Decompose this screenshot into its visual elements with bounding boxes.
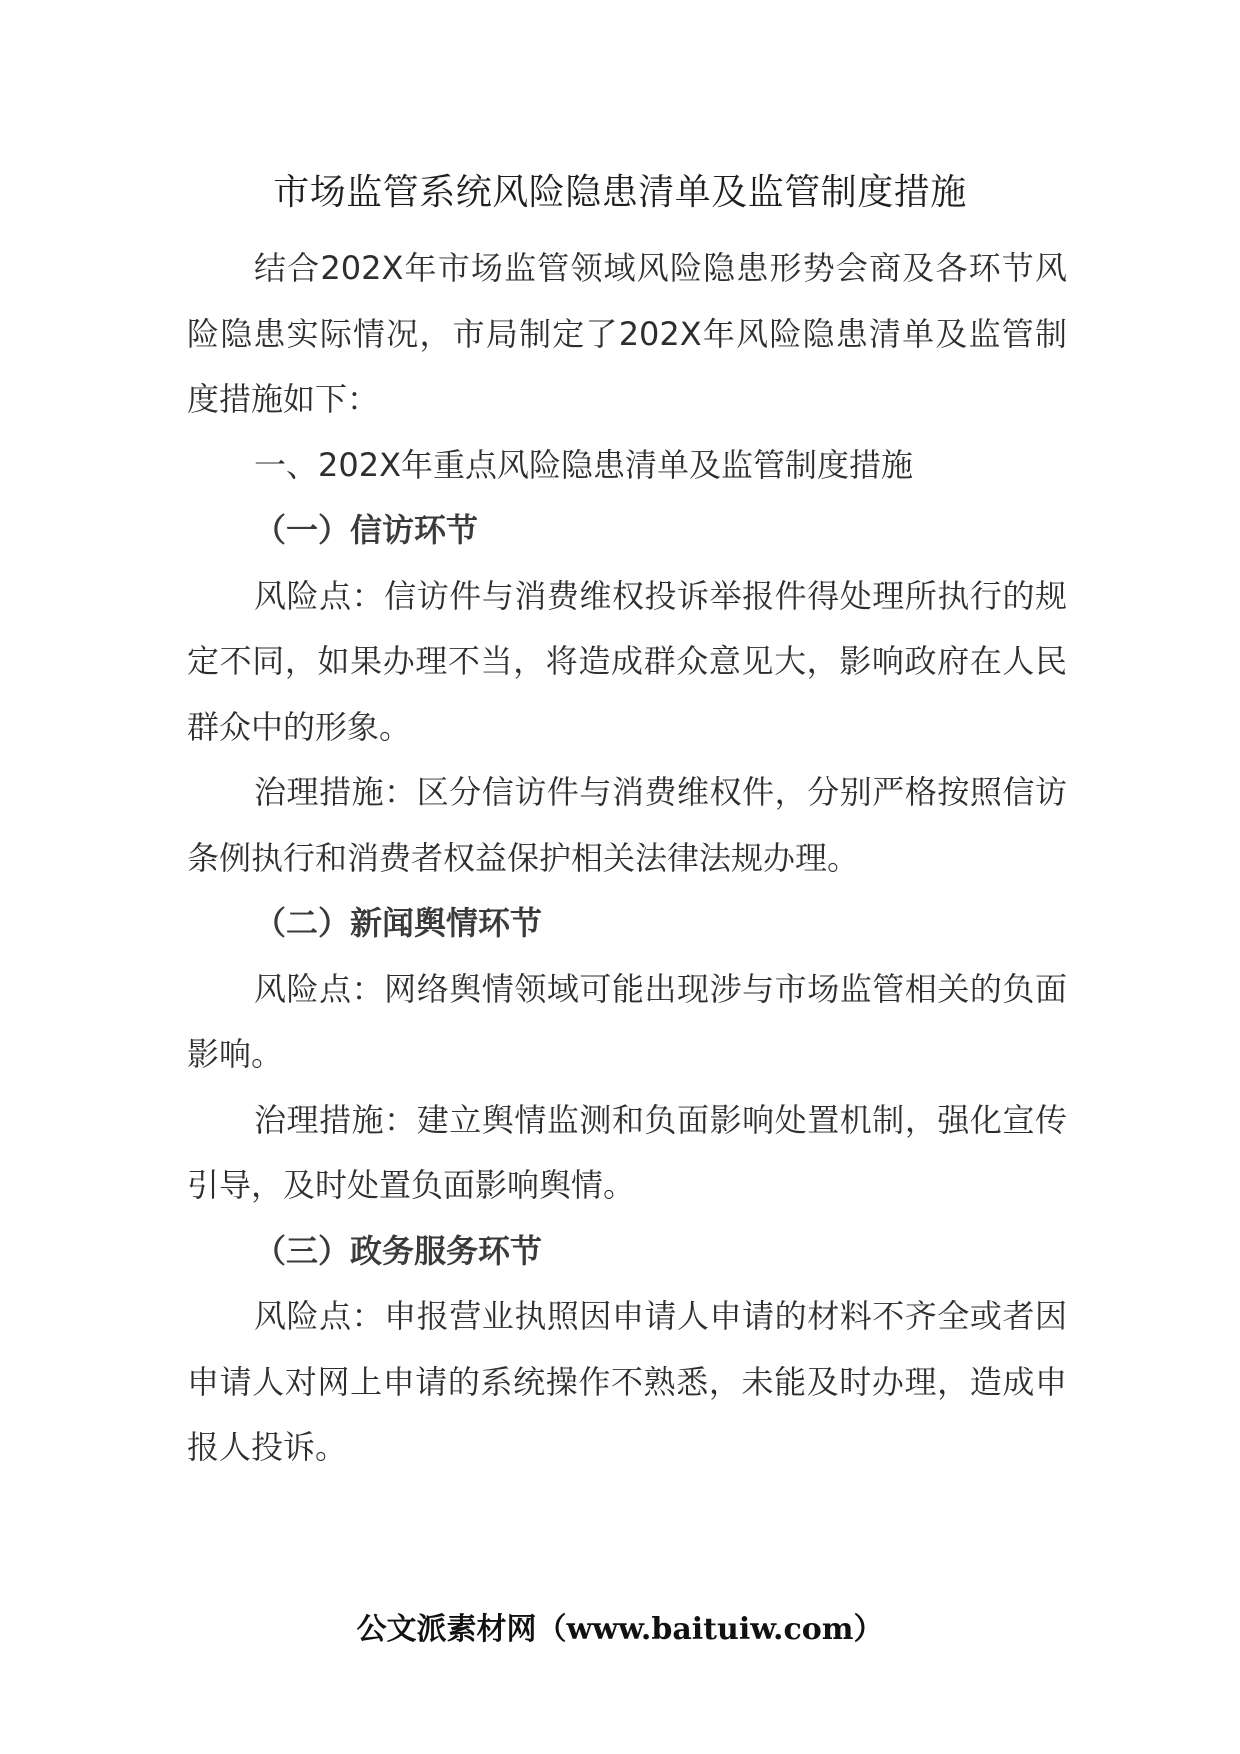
item-heading-2: （二）新闻舆情环节 [254,904,543,942]
item-measure-2: 治理措施：建立舆情监测和负面影响处置机制，强化宣传引导，及时处置负面影响舆情。 [187,1100,1067,1204]
footer-watermark: 公文派素材网（www.baituiw.com） [356,1612,884,1647]
item-heading-3: （三）政务服务环节 [254,1231,543,1270]
document-title: 市场监管系统风险隐患清单及监管制度措施 [273,172,967,213]
section-heading: 一、202X年重点风险隐患清单及监管制度措施 [254,445,914,484]
intro-paragraph: 结合202X年市场监管领域风险隐患形势会商及各环节风险隐患实际情况，市局制定了202X年风险隐患清单及监管制度措施如下： [187,249,1067,418]
item-risk-2: 风险点：网络舆情领域可能出现涉与市场监管相关的负面影响。 [187,969,1067,1073]
item-risk-1: 风险点：信访件与消费维权投诉举报件得处理所执行的规定不同，如果办理不当，将造成群众意见大，影响政府在人民群众中的形象。 [187,576,1067,746]
item-heading-1: （一）信访环节 [254,511,479,549]
item-risk-3: 风险点：申报营业执照因申请人申请的材料不齐全或者因申请人对网上申请的系统操作不熟悉，未能及时办理，造成申报人投诉。 [187,1297,1067,1466]
document-body [187,236,1067,1481]
item-measure-1: 治理措施：区分信访件与消费维权件，分别严格按照信访条例执行和消费者权益保护相关法律法规办理。 [187,773,1067,877]
